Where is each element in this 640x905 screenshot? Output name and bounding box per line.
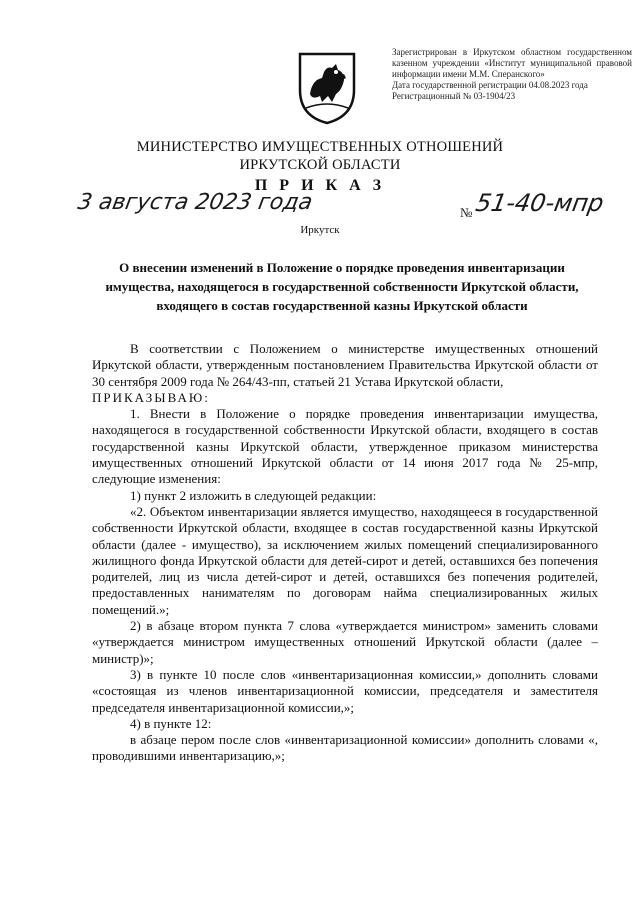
subclause-3-paragraph: 3) в пункте 10 после слов «инвентаризационная комиссии,» дополнить словами «состоящая из членов инвентаризационной комиссии, председателя и заместителя председателя инвентаризационной комиссии,»;: [92, 666, 598, 715]
order-directive: ПРИКАЗЫВАЮ:: [92, 389, 210, 405]
city-label: Иркутск: [300, 224, 340, 236]
registration-number: Регистрационный № 03-1904/23: [392, 91, 516, 101]
preamble-paragraph: В соответствии с Положением о министерстве имущественных отношений Иркутской области, утвержденным постановлением Правительства Иркутской области от 30 сентября 2009 года № 264/43-пп, статьей 21 Устава Иркутской области,: [92, 341, 598, 389]
subclause-1-paragraph: 1) пункт 2 изложить в следующей редакции:: [130, 487, 377, 503]
subclause-4-paragraph: 4) в пункте 12:: [130, 715, 212, 731]
registration-date: Дата государственной регистрации 04.08.2023 года: [392, 80, 588, 90]
irkutsk-coat-of-arms-emblem: [296, 50, 358, 126]
subclause-4-detail-paragraph: в абзаце пером после слов «инвентаризационной комиссии» дополнить словами «, проводившими инвентаризацию,»;: [92, 732, 598, 764]
handwritten-date: 3 августа 2023 года: [75, 190, 315, 215]
document-title: О внесении изменений в Положение о порядке проведения инвентаризации имущества, находящегося в государственной собственности Иркутской области, входящего в состав государственной казны Иркутской области: [105, 260, 579, 313]
new-point-2-paragraph: «2. Объектом инвентаризации является имущество, находящееся в государственной собственности Иркутской области, входящее в состав государственной казны Иркутской области (далее - имущество), за исключением жилых помещений специализированного жилищного фонда Иркутской области для детей-сирот и детей, оставшихся без попечения родителей, лиц из числа детей-сирот и детей, оставшихся без попечения родителей, предоставленных нанимателям по договорам найма специализированных жилых помещений.»;: [92, 503, 598, 617]
ministry-heading: [0, 138, 640, 174]
order-title: П Р И К А З: [254, 177, 386, 194]
ministry-name-line2: ИРКУТСКОЙ ОБЛАСТИ: [239, 157, 401, 173]
registration-text: Зарегистрирован в Иркутском областном государственном казенном учреждении «Институт муниципальной правовой информации имени М.М. Сперанского»: [392, 47, 632, 79]
subclause-2-paragraph: 2) в абзаце втором пункта 7 слова «утверждается министром» заменить словами «утверждается министром имущественных отношений Иркутской области (далее – министр)»;: [92, 618, 598, 666]
number-prefix: №: [460, 205, 473, 220]
handwritten-order-number: 51-40-мпр: [473, 189, 606, 217]
ministry-name-line1: МИНИСТЕРСТВО ИМУЩЕСТВЕННЫХ ОТНОШЕНИЙ: [136, 139, 504, 155]
clause-1-paragraph: 1. Внести в Положение о порядке проведения инвентаризации имущества, находящегося в государственной собственности Иркутской области, входящего в состав государственной казны Иркутской области, утвержденное приказом министерства имущественных отношений Иркутской области от 14 июня 2017 года № 25-мпр, следующие изменения:: [92, 406, 598, 487]
registration-stamp: [392, 47, 632, 102]
document-body: [92, 341, 598, 765]
